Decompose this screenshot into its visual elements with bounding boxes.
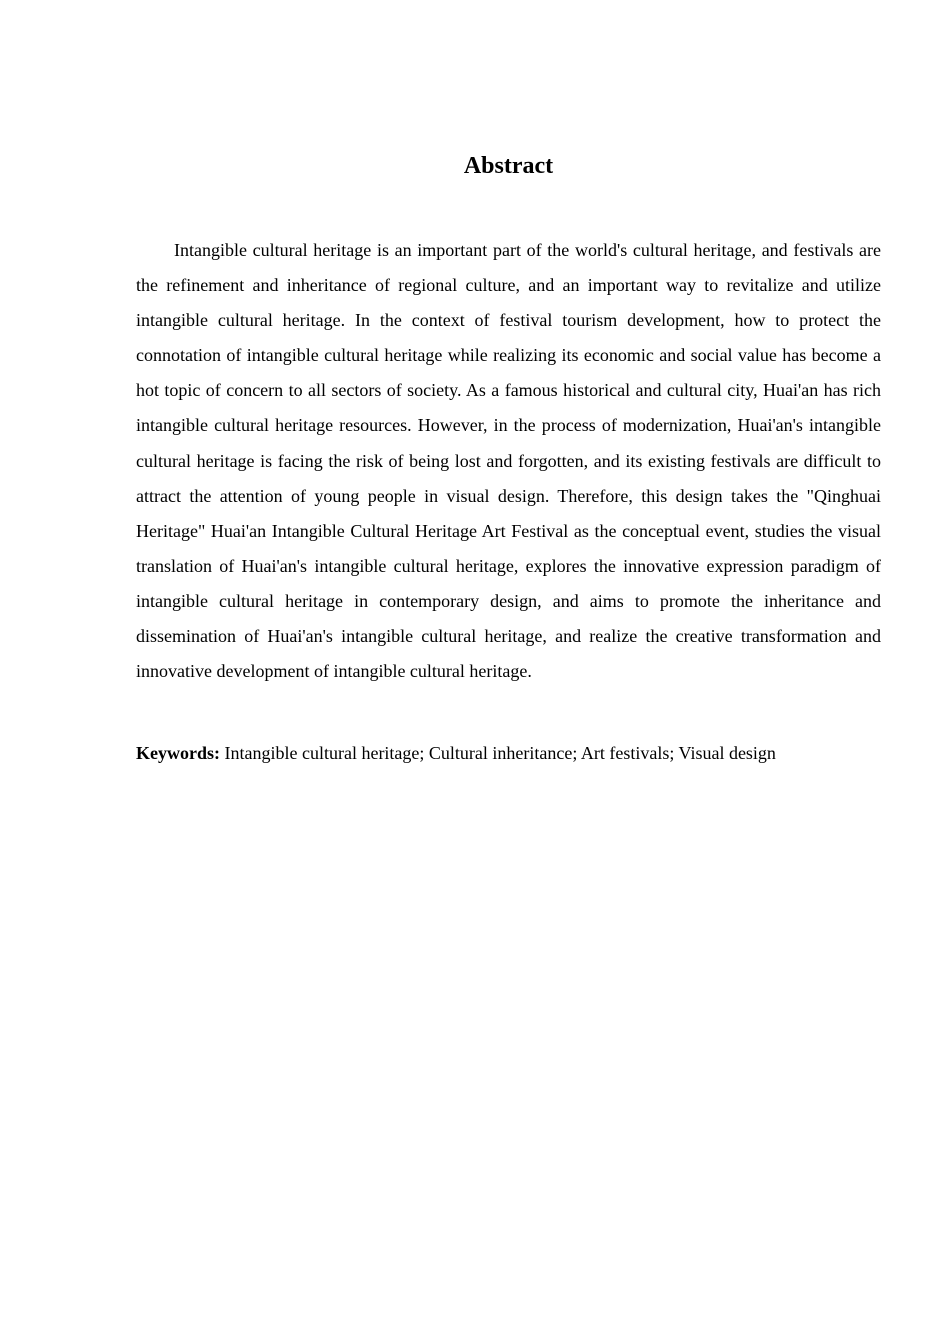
keywords-text: Intangible cultural heritage; Cultural inheritance; Art festivals; Visual design: [224, 743, 776, 763]
keywords-line: [136, 736, 881, 771]
page-title: Abstract: [463, 153, 554, 179]
abstract-paragraph: Intangible cultural heritage is an important part of the world's cultural heritage, and festivals are the refinement and inheritance of regional culture, and an important way to revitalize and utilize intangible cultural heritage. In the context of festival tourism development, how to protect the connotation of intangible cultural heritage while realizing its economic and social value has become a hot topic of concern to all sectors of society. As a famous historical and cultural city, Huai'an has rich intangible cultural heritage resources. However, in the process of modernization, Huai'an's intangible cultural heritage is facing the risk of being lost and forgotten, and its existing festivals are difficult to attract the attention of young people in visual design. Therefore, this design takes the "Qinghuai Heritage" Huai'an Intangible Cultural Heritage Art Festival as the conceptual event, studies the visual translation of Huai'an's intangible cultural heritage, explores the innovative expression paradigm of intangible cultural heritage in contemporary design, and aims to promote the inheritance and dissemination of Huai'an's intangible cultural heritage, and realize the creative transformation and innovative development of intangible cultural heritage.: [136, 240, 881, 682]
keywords-label: Keywords:: [136, 743, 220, 763]
